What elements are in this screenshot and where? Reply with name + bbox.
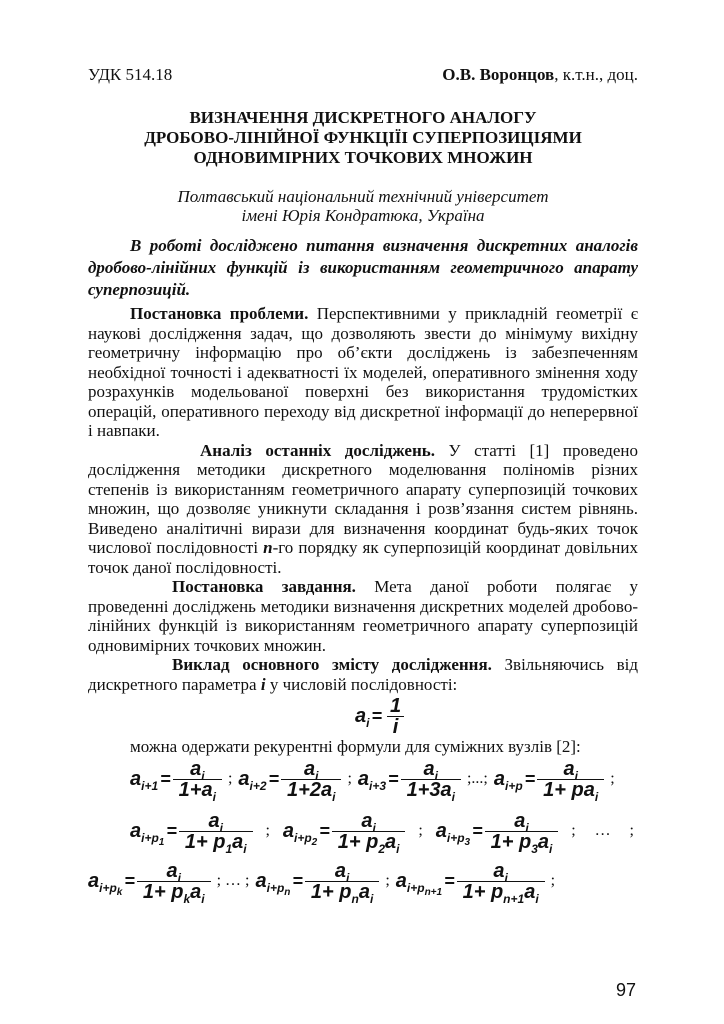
formula-separator: ; [629,822,634,839]
body-line: множин, що дозволяє уникнути складання і розв’язання систем рівнянь. [88,499,638,518]
body-line: одновимірних точкових множин. [88,635,327,655]
abstract-line-3: суперпозицій. [88,280,191,299]
formula-row-1 [130,757,621,804]
formula-separator: ; [265,822,270,839]
recurrence-formula: $a_{i+1}$ = $\frac{a_i}{1+a_i}$ [130,760,222,798]
body-line: точок даної послідовності. [88,557,282,577]
body-line: Виклад основного змісту дослідження. Звільняючись від [172,655,638,674]
body-line: лінійних функцій із використанням геометричного апарату суперпозицій [88,616,638,635]
affiliation-line-2: імені Юрія Кондратюка, Україна [241,206,485,225]
body-line: операцій, оперативного переходу від дискретної інформації до неперервної [88,401,638,421]
recurrence-formula: $a_{i+2}$ = $\frac{a_i}{1+2a_i}$ [238,760,341,798]
formula-separator: ; … ; [216,872,250,889]
section-heading-main: Виклад основного змісту дослідження. [172,655,492,674]
fraction: $\frac{a_i}{1+ p_ka_i}$ [137,862,211,901]
formula-separator: ; [550,872,556,889]
body-line: геометричну інформацію про об’єкти досліджень із забезпеченням [88,343,638,362]
body-line: наукові дослідження задач, що дозволяють звести до мінімуму вихідну [88,323,638,343]
body-line: Аналіз останніх досліджень. У статті [1] проведено [200,440,639,460]
formula-separator: … [594,822,611,839]
body-line: Виведено аналітичні вирази для визначення координат будь-яких точок [88,518,638,538]
recurrence-formula: $a_{i+p}$ = $\frac{a_i}{1+ pa_i}$ [494,760,604,798]
page-number: 97 [615,980,636,1000]
section-heading-task: Постановка завдання. [172,577,356,596]
author-name: О.В. Воронцов [442,65,555,84]
formula-separator: ; [571,822,576,839]
body-line: розрахунків модельованої поверхні без використання трудомістких [88,382,638,401]
fraction: $\frac{a_i}{1+3a_i}$ [401,760,461,799]
formula-separator: ; [227,770,233,787]
recurrence-formula: $a_{i+3}$ = $\frac{a_i}{1+3a_i}$ [358,760,461,798]
abstract-line-2: дробово-лінійних функцій із використанням геометричного апарату [88,258,638,277]
body-line: можна одержати рекурентні формули для суміжних вузлів [2]: [130,737,581,756]
author-line [442,65,638,84]
recurrence-formula: $a_{i+p_2}$ = $\frac{a_i}{1+ p_2a_i}$ [283,812,406,850]
title-line-2: ДРОБОВО-ЛІНІЙНОЇ ФУНКЦІЇІ СУПЕРПОЗИЦІЯМИ [144,128,582,147]
body-line: проведенні досліджень методики визначення дискретних моделей дробово- [88,596,638,616]
formula-separator: ; [385,872,390,889]
body-line: необхідної точності і адекватності їх моделей, оперативного змінення ходу [88,362,638,382]
inline-math-i: i [260,674,266,694]
body-line: дискретного параметра i у числовій послідовності: [88,674,458,694]
main-formula: $a_i$ = $\frac{1}{i}$ [355,697,407,735]
affiliation-line-1: Полтавський національний технічний університет [177,187,549,206]
section-heading-problem: Постановка проблеми. [130,304,309,323]
fraction: $\frac{a_i}{1+ p_2a_i}$ [332,812,406,851]
fraction: $\frac{a_i}{1+ p_3a_i}$ [485,812,559,851]
body-line: Постановка проблеми. Перспективними у прикладній геометрії є [130,304,639,323]
fraction: $\frac{a_i}{1+ p_1a_i}$ [179,812,253,851]
formula-separator: ; [610,770,615,787]
fraction: $\frac{a_i}{1+ p_na_i}$ [305,862,379,901]
body-line: числової послідовності n-го порядку як суперпозицій координат довільних [88,538,638,557]
body-line: і навпаки. [88,421,160,440]
fraction: $\frac{a_i}{1+ pa_i}$ [537,760,604,799]
formula-separator: ; [418,822,423,839]
author-degree: , к.т.н., доц. [554,65,638,84]
recurrence-formula: $a_{i+p_n}$ = $\frac{a_i}{1+ p_na_i}$ [256,862,380,900]
body-line: Постановка завдання. Мета даної роботи полягає у [172,577,638,596]
section-heading-analysis: Аналіз останніх досліджень. [200,440,435,460]
inline-math-n: n [263,538,273,557]
recurrence-formula: $a_{i+p_k}$ = $\frac{a_i}{1+ p_ka_i}$ [88,862,211,900]
formula-separator: ; [347,770,352,787]
body-line: дослідження методики дискретного моделювання поліномів різних [88,460,638,479]
fraction: $\frac{a_i}{1+ p_{n+1}a_i}$ [457,862,545,901]
recurrence-formula: $a_{i+p_1}$ = $\frac{a_i}{1+ p_1a_i}$ [130,812,253,850]
recurrence-formula: $a_{i+p_{n+1}}$ = $\frac{a_i}{1+ p_{n+1}a_i}$ [396,862,545,900]
formula-separator: ;...; [466,770,488,787]
title-line-3: ОДНОВИМІРНИХ ТОЧКОВИХ МНОЖИН [193,148,533,167]
fraction: $\frac{a_i}{1+2a_i}$ [281,760,341,799]
fraction: $\frac{a_i}{1+a_i}$ [173,760,222,799]
title-line-1: ВИЗНАЧЕННЯ ДИСКРЕТНОГО АНАЛОГУ [189,108,537,127]
abstract-line-1: В роботі досліджено питання визначення дискретних аналогів [130,236,638,255]
body-line: степенів із використанням геометричного апарату суперпозицій точкових [88,479,638,499]
formula-row-3 [88,859,561,906]
formula-row-2 [130,809,640,856]
recurrence-formula: $a_{i+p_3}$ = $\frac{a_i}{1+ p_3a_i}$ [436,812,559,850]
udc-code: УДК 514.18 [88,65,173,84]
